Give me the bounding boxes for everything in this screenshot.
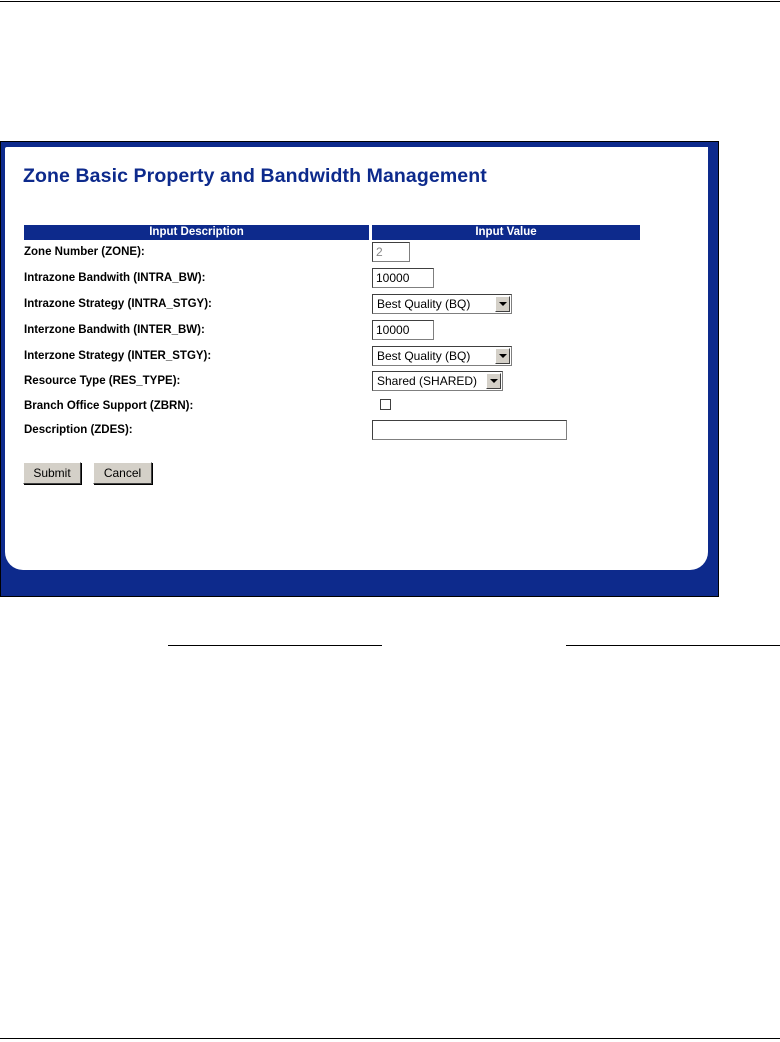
inter-stgy-select[interactable] [372, 346, 512, 366]
row-zone-number [5, 242, 708, 264]
row-inter-stgy [5, 346, 708, 368]
intra-stgy-value: Best Quality (BQ) [377, 297, 471, 311]
zdes-label: Description (ZDES): [24, 424, 133, 436]
screenshot-frame [0, 141, 719, 597]
row-inter-bw [5, 320, 708, 342]
page-top-rule [0, 1, 780, 2]
inter-stgy-value: Best Quality (BQ) [377, 349, 471, 363]
row-res-type [5, 371, 708, 393]
row-intra-stgy [5, 294, 708, 316]
res-type-label: Resource Type (RES_TYPE): [24, 375, 181, 387]
zdes-input[interactable] [372, 420, 567, 440]
res-type-select[interactable] [372, 371, 503, 391]
header-input-description: Input Description [24, 225, 369, 240]
dropdown-arrow-icon[interactable] [486, 373, 501, 389]
zbrn-checkbox[interactable] [380, 399, 391, 410]
row-zdes [5, 420, 708, 442]
blank-line-left [168, 645, 382, 646]
intra-bw-input[interactable] [372, 268, 434, 288]
intra-stgy-label: Intrazone Strategy (INTRA_STGY): [24, 298, 212, 310]
submit-button[interactable]: Submit [23, 462, 81, 484]
zbrn-label: Branch Office Support (ZBRN): [24, 400, 194, 412]
intra-stgy-select[interactable] [372, 294, 512, 314]
page-bottom-rule [0, 1038, 780, 1039]
blank-line-right [566, 645, 780, 646]
cancel-button[interactable]: Cancel [93, 462, 152, 484]
page-title: Zone Basic Property and Bandwidth Management [23, 165, 487, 187]
header-input-value: Input Value [372, 225, 640, 240]
zone-number-input[interactable] [372, 242, 410, 262]
row-zbrn [5, 396, 708, 418]
dropdown-arrow-icon[interactable] [495, 296, 510, 312]
dropdown-arrow-icon[interactable] [495, 348, 510, 364]
inter-bw-input[interactable] [372, 320, 434, 340]
row-intra-bw [5, 268, 708, 290]
intra-bw-label: Intrazone Bandwith (INTRA_BW): [24, 272, 206, 284]
inter-stgy-label: Interzone Strategy (INTER_STGY): [24, 350, 212, 362]
res-type-value: Shared (SHARED) [377, 374, 478, 388]
zone-number-label: Zone Number (ZONE): [24, 246, 145, 258]
form-panel [5, 147, 708, 570]
inter-bw-label: Interzone Bandwith (INTER_BW): [24, 324, 205, 336]
